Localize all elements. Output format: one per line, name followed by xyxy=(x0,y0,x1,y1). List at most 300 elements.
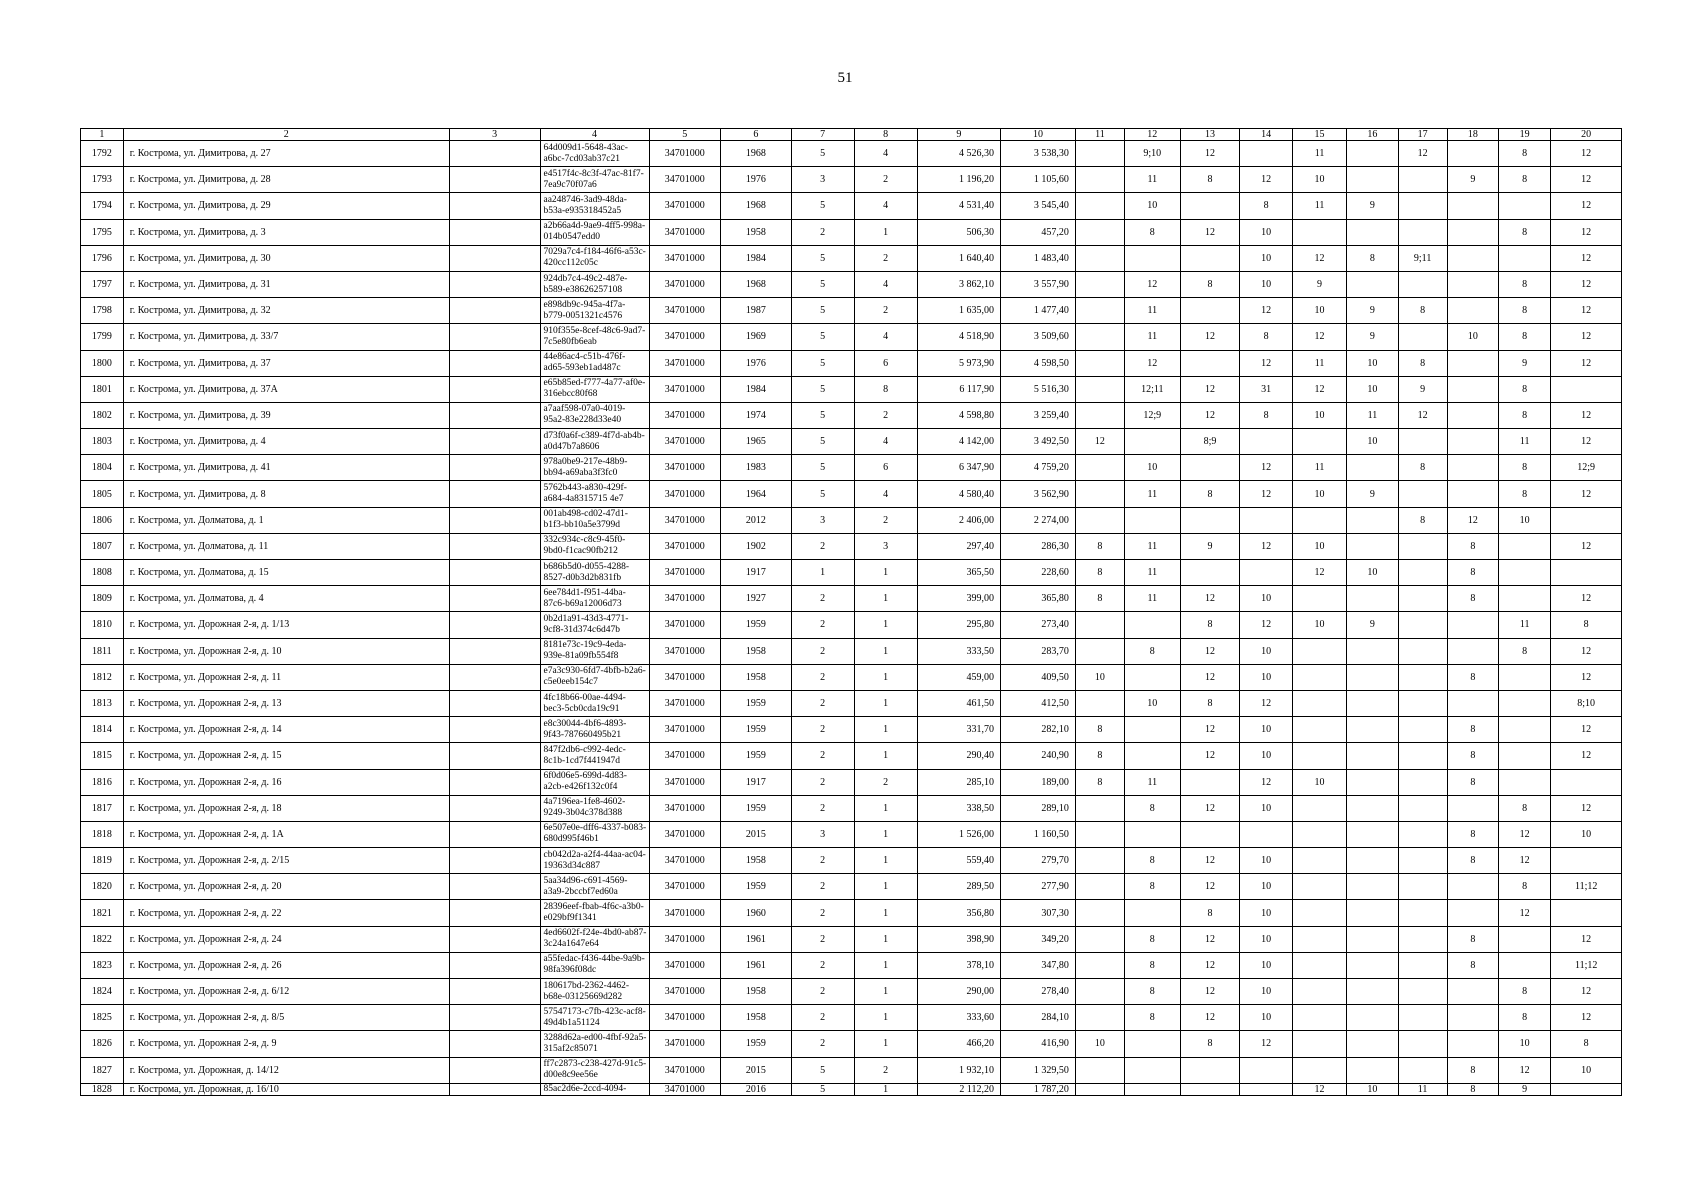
table-cell-col-10: 409,50 xyxy=(1001,664,1076,690)
table-cell-col-2: г. Кострома, ул. Дорожная 2-я, д. 26 xyxy=(123,952,449,978)
table-cell-col-14 xyxy=(1240,507,1292,533)
table-cell-col-11 xyxy=(1075,141,1124,167)
table-cell-col-12 xyxy=(1125,1057,1181,1083)
table-cell-col-9: 6 117,90 xyxy=(917,376,1000,402)
table-cell-col-13: 12 xyxy=(1180,638,1240,664)
table-cell-col-15 xyxy=(1292,979,1347,1005)
table-row xyxy=(81,429,1622,455)
table-cell-col-10: 347,80 xyxy=(1001,952,1076,978)
table-cell-col-17 xyxy=(1398,533,1447,559)
table-cell-col-19: 8 xyxy=(1498,795,1550,821)
table-cell-col-2: г. Кострома, ул. Дорожная 2-я, д. 16 xyxy=(123,769,449,795)
table-cell-col-8: 4 xyxy=(854,324,917,350)
table-cell-col-18 xyxy=(1447,638,1498,664)
table-cell-col-6: 1917 xyxy=(721,560,792,586)
table-cell-col-15: 10 xyxy=(1292,769,1347,795)
table-cell-col-13 xyxy=(1180,245,1240,271)
table-cell-col-17 xyxy=(1398,743,1447,769)
table-cell-col-11: 8 xyxy=(1075,743,1124,769)
table-cell-col-5: 34701000 xyxy=(649,245,721,271)
table-cell-col-13: 12 xyxy=(1180,848,1240,874)
table-cell-col-6: 1984 xyxy=(721,245,792,271)
table-cell-col-17 xyxy=(1398,1057,1447,1083)
table-cell-col-9: 289,50 xyxy=(917,874,1000,900)
table-cell-col-3 xyxy=(449,848,540,874)
table-cell-col-17: 12 xyxy=(1398,402,1447,428)
table-cell-col-4: 28396eef-fbab-4f6c-a3b0-e029bf9f1341 xyxy=(540,900,649,926)
table-cell-col-6: 1958 xyxy=(721,664,792,690)
table-cell-col-17 xyxy=(1398,271,1447,297)
table-cell-col-10: 289,10 xyxy=(1001,795,1076,821)
table-cell-col-1: 1799 xyxy=(81,324,124,350)
table-cell-col-9: 2 406,00 xyxy=(917,507,1000,533)
table-cell-col-18: 8 xyxy=(1447,717,1498,743)
table-cell-col-8: 1 xyxy=(854,690,917,716)
table-cell-col-12: 10 xyxy=(1125,455,1181,481)
table-cell-col-3 xyxy=(449,298,540,324)
table-cell-col-6: 1958 xyxy=(721,979,792,1005)
table-row xyxy=(81,402,1622,428)
table-cell-col-7: 2 xyxy=(791,900,854,926)
table-cell-col-12: 8 xyxy=(1125,219,1181,245)
table-cell-col-18: 8 xyxy=(1447,769,1498,795)
table-cell-col-10: 3 259,40 xyxy=(1001,402,1076,428)
table-cell-col-14: 10 xyxy=(1240,795,1292,821)
table-cell-col-18: 8 xyxy=(1447,1057,1498,1083)
table-cell-col-19: 8 xyxy=(1498,141,1550,167)
table-cell-col-17 xyxy=(1398,664,1447,690)
table-cell-col-9: 4 580,40 xyxy=(917,481,1000,507)
table-cell-col-18 xyxy=(1447,193,1498,219)
table-cell-col-4: a2b66a4d-9ae9-4ff5-998a-014b0547edd0 xyxy=(540,219,649,245)
table-cell-col-8: 1 xyxy=(854,979,917,1005)
table-cell-col-20: 10 xyxy=(1551,821,1622,847)
table-cell-col-14: 10 xyxy=(1240,271,1292,297)
table-cell-col-19: 12 xyxy=(1498,848,1550,874)
table-cell-col-14: 10 xyxy=(1240,900,1292,926)
table-cell-col-12: 11 xyxy=(1125,481,1181,507)
table-cell-col-10: 4 759,20 xyxy=(1001,455,1076,481)
table-cell-col-6: 1983 xyxy=(721,455,792,481)
table-cell-col-15 xyxy=(1292,717,1347,743)
table-cell-col-6: 2012 xyxy=(721,507,792,533)
table-cell-col-4: 001ab498-cd02-47d1-b1f3-bb10a5e3799d xyxy=(540,507,649,533)
table-cell-col-17 xyxy=(1398,979,1447,1005)
table-cell-col-17: 8 xyxy=(1398,350,1447,376)
table-cell-col-13 xyxy=(1180,455,1240,481)
table-cell-col-16 xyxy=(1347,1005,1398,1031)
table-cell-col-1: 1793 xyxy=(81,167,124,193)
table-cell-col-6: 1959 xyxy=(721,795,792,821)
table-cell-col-5: 34701000 xyxy=(649,690,721,716)
table-cell-col-7: 5 xyxy=(791,141,854,167)
table-row xyxy=(81,507,1622,533)
table-cell-col-13: 12 xyxy=(1180,664,1240,690)
table-cell-col-18 xyxy=(1447,481,1498,507)
table-cell-col-16: 10 xyxy=(1347,560,1398,586)
table-cell-col-2: г. Кострома, ул. Дорожная 2-я, д. 15 xyxy=(123,743,449,769)
table-cell-col-12 xyxy=(1125,612,1181,638)
table-cell-col-12: 11 xyxy=(1125,560,1181,586)
table-cell-col-11 xyxy=(1075,402,1124,428)
table-cell-col-3 xyxy=(449,1057,540,1083)
table-cell-col-18: 8 xyxy=(1447,952,1498,978)
table-cell-col-3 xyxy=(449,926,540,952)
table-cell-col-11 xyxy=(1075,455,1124,481)
table-cell-col-7: 2 xyxy=(791,1005,854,1031)
table-row xyxy=(81,795,1622,821)
table-cell-col-5: 34701000 xyxy=(649,1005,721,1031)
table-cell-col-8: 1 xyxy=(854,638,917,664)
table-cell-col-10: 1 105,60 xyxy=(1001,167,1076,193)
table-cell-col-5: 34701000 xyxy=(649,219,721,245)
table-cell-col-2: г. Кострома, ул. Димитрова, д. 37А xyxy=(123,376,449,402)
table-cell-col-10: 365,80 xyxy=(1001,586,1076,612)
table-cell-col-10: 286,30 xyxy=(1001,533,1076,559)
table-cell-col-1: 1810 xyxy=(81,612,124,638)
table-cell-col-5: 34701000 xyxy=(649,612,721,638)
table-cell-col-4: 910f355e-8cef-48c6-9ad7-7c5e80fb6eab xyxy=(540,324,649,350)
table-cell-col-13: 12 xyxy=(1180,586,1240,612)
table-cell-col-3 xyxy=(449,167,540,193)
table-cell-col-13 xyxy=(1180,1083,1240,1095)
table-cell-col-9: 378,10 xyxy=(917,952,1000,978)
table-cell-col-12 xyxy=(1125,900,1181,926)
table-cell-col-4: 180617bd-2362-4462-b68e-03125669d282 xyxy=(540,979,649,1005)
table-cell-col-15 xyxy=(1292,926,1347,952)
table-cell-col-1: 1798 xyxy=(81,298,124,324)
table-cell-col-6: 1974 xyxy=(721,402,792,428)
table-cell-col-11: 10 xyxy=(1075,1031,1124,1057)
table-cell-col-11 xyxy=(1075,245,1124,271)
table-cell-col-9: 4 518,90 xyxy=(917,324,1000,350)
table-cell-col-11: 8 xyxy=(1075,586,1124,612)
table-row xyxy=(81,1005,1622,1031)
table-cell-col-18: 8 xyxy=(1447,664,1498,690)
table-cell-col-12 xyxy=(1125,717,1181,743)
table-cell-col-11 xyxy=(1075,690,1124,716)
table-cell-col-12: 11 xyxy=(1125,533,1181,559)
table-row xyxy=(81,376,1622,402)
table-cell-col-6: 1960 xyxy=(721,900,792,926)
table-cell-col-12 xyxy=(1125,245,1181,271)
table-cell-col-2: г. Кострома, ул. Долматова, д. 11 xyxy=(123,533,449,559)
table-cell-col-20: 8 xyxy=(1551,612,1622,638)
table-cell-col-2: г. Кострома, ул. Димитрова, д. 8 xyxy=(123,481,449,507)
table-cell-col-15: 12 xyxy=(1292,560,1347,586)
table-cell-col-17 xyxy=(1398,167,1447,193)
table-cell-col-10: 457,20 xyxy=(1001,219,1076,245)
table-cell-col-12 xyxy=(1125,429,1181,455)
table-cell-col-9: 5 973,90 xyxy=(917,350,1000,376)
table-cell-col-3 xyxy=(449,743,540,769)
table-cell-col-14: 10 xyxy=(1240,1005,1292,1031)
table-cell-col-11 xyxy=(1075,350,1124,376)
table-cell-col-13 xyxy=(1180,298,1240,324)
table-cell-col-16: 9 xyxy=(1347,298,1398,324)
table-cell-col-3 xyxy=(449,324,540,350)
table-cell-col-14: 12 xyxy=(1240,298,1292,324)
table-cell-col-16: 9 xyxy=(1347,612,1398,638)
table-cell-col-4: a55fedac-f436-44be-9a9b-98fa396f08dc xyxy=(540,952,649,978)
table-cell-col-2: г. Кострома, ул. Димитрова, д. 28 xyxy=(123,167,449,193)
table-cell-col-13: 12 xyxy=(1180,743,1240,769)
table-cell-col-15: 10 xyxy=(1292,402,1347,428)
table-cell-col-4: d73f0a6f-c389-4f7d-ab4b-a0d47b7a8606 xyxy=(540,429,649,455)
table-cell-col-14 xyxy=(1240,1083,1292,1095)
table-cell-col-1: 1816 xyxy=(81,769,124,795)
table-cell-col-3 xyxy=(449,769,540,795)
table-cell-col-5: 34701000 xyxy=(649,952,721,978)
table-cell-col-16 xyxy=(1347,167,1398,193)
table-cell-col-19: 8 xyxy=(1498,638,1550,664)
table-cell-col-9: 461,50 xyxy=(917,690,1000,716)
table-cell-col-7: 2 xyxy=(791,1031,854,1057)
table-cell-col-2: г. Кострома, ул. Димитрова, д. 4 xyxy=(123,429,449,455)
table-cell-col-5: 34701000 xyxy=(649,376,721,402)
table-cell-col-11 xyxy=(1075,193,1124,219)
table-cell-col-16 xyxy=(1347,455,1398,481)
table-cell-col-16 xyxy=(1347,141,1398,167)
table-cell-col-16 xyxy=(1347,743,1398,769)
table-cell-col-13 xyxy=(1180,560,1240,586)
table-cell-col-7: 2 xyxy=(791,612,854,638)
table-cell-col-2: г. Кострома, ул. Дорожная, д. 14/12 xyxy=(123,1057,449,1083)
table-cell-col-6: 1959 xyxy=(721,743,792,769)
table-cell-col-12: 10 xyxy=(1125,193,1181,219)
table-cell-col-10: 282,10 xyxy=(1001,717,1076,743)
table-cell-col-15 xyxy=(1292,952,1347,978)
table-cell-col-18 xyxy=(1447,1005,1498,1031)
table-cell-col-13: 8 xyxy=(1180,167,1240,193)
table-cell-col-5: 34701000 xyxy=(649,402,721,428)
table-cell-col-10: 3 557,90 xyxy=(1001,271,1076,297)
table-cell-col-15: 12 xyxy=(1292,245,1347,271)
table-row xyxy=(81,664,1622,690)
table-cell-col-1: 1813 xyxy=(81,690,124,716)
table-cell-col-4: 978a0be9-217e-48b9-bb94-a69aba3f3fc0 xyxy=(540,455,649,481)
table-cell-col-4: 5aa34d96-c691-4569-a3a9-2bccbf7ed60a xyxy=(540,874,649,900)
table-cell-col-8: 1 xyxy=(854,795,917,821)
table-cell-col-16 xyxy=(1347,271,1398,297)
table-cell-col-14 xyxy=(1240,141,1292,167)
table-cell-col-12: 11 xyxy=(1125,167,1181,193)
table-cell-col-2: г. Кострома, ул. Долматова, д. 15 xyxy=(123,560,449,586)
table-cell-col-12 xyxy=(1125,1031,1181,1057)
table-cell-col-18: 8 xyxy=(1447,743,1498,769)
table-cell-col-15: 9 xyxy=(1292,271,1347,297)
table-cell-col-6: 2015 xyxy=(721,1057,792,1083)
table-cell-col-15: 10 xyxy=(1292,481,1347,507)
table-cell-col-7: 5 xyxy=(791,350,854,376)
table-cell-col-11 xyxy=(1075,612,1124,638)
table-cell-col-2: г. Кострома, ул. Дорожная 2-я, д. 9 xyxy=(123,1031,449,1057)
table-cell-col-7: 3 xyxy=(791,507,854,533)
table-cell-col-13: 12 xyxy=(1180,874,1240,900)
table-cell-col-2: г. Кострома, ул. Димитрова, д. 39 xyxy=(123,402,449,428)
column-number-20: 20 xyxy=(1551,129,1622,141)
table-cell-col-13: 8;9 xyxy=(1180,429,1240,455)
table-cell-col-20 xyxy=(1551,376,1622,402)
table-cell-col-7: 5 xyxy=(791,1057,854,1083)
table-cell-col-13: 12 xyxy=(1180,141,1240,167)
table-cell-col-4: ff7c2873-c238-427d-91c5-d00e8c9ee56e xyxy=(540,1057,649,1083)
table-row xyxy=(81,874,1622,900)
table-cell-col-14: 10 xyxy=(1240,979,1292,1005)
table-cell-col-20: 12 xyxy=(1551,717,1622,743)
table-cell-col-5: 34701000 xyxy=(649,533,721,559)
table-cell-col-1: 1800 xyxy=(81,350,124,376)
table-cell-col-18 xyxy=(1447,979,1498,1005)
table-cell-col-19: 10 xyxy=(1498,1031,1550,1057)
table-cell-col-3 xyxy=(449,795,540,821)
table-cell-col-11 xyxy=(1075,848,1124,874)
table-cell-col-3 xyxy=(449,1005,540,1031)
table-cell-col-20: 12 xyxy=(1551,219,1622,245)
table-cell-col-19: 8 xyxy=(1498,874,1550,900)
table-cell-col-5: 34701000 xyxy=(649,1057,721,1083)
table-cell-col-9: 506,30 xyxy=(917,219,1000,245)
table-cell-col-6: 1961 xyxy=(721,952,792,978)
table-cell-col-11 xyxy=(1075,1005,1124,1031)
table-cell-col-19 xyxy=(1498,690,1550,716)
table-cell-col-2: г. Кострома, ул. Димитрова, д. 31 xyxy=(123,271,449,297)
table-cell-col-17 xyxy=(1398,586,1447,612)
table-cell-col-14 xyxy=(1240,560,1292,586)
table-cell-col-4: 5762b443-a830-429f-a684-4a8315715 4e7 xyxy=(540,481,649,507)
table-cell-col-11 xyxy=(1075,219,1124,245)
table-cell-col-2: г. Кострома, ул. Димитрова, д. 29 xyxy=(123,193,449,219)
table-cell-col-3 xyxy=(449,690,540,716)
table-cell-col-12: 10 xyxy=(1125,690,1181,716)
table-cell-col-5: 34701000 xyxy=(649,271,721,297)
table-cell-col-9: 1 196,20 xyxy=(917,167,1000,193)
table-cell-col-17: 11 xyxy=(1398,1083,1447,1095)
table-cell-col-8: 1 xyxy=(854,900,917,926)
table-cell-col-20: 12 xyxy=(1551,743,1622,769)
table-cell-col-12: 12 xyxy=(1125,271,1181,297)
table-cell-col-6: 1976 xyxy=(721,167,792,193)
table-cell-col-5: 34701000 xyxy=(649,848,721,874)
table-cell-col-1: 1814 xyxy=(81,717,124,743)
table-cell-col-6: 1927 xyxy=(721,586,792,612)
table-row xyxy=(81,612,1622,638)
table-cell-col-8: 8 xyxy=(854,376,917,402)
table-cell-col-10: 3 538,30 xyxy=(1001,141,1076,167)
table-cell-col-3 xyxy=(449,612,540,638)
table-cell-col-7: 5 xyxy=(791,376,854,402)
table-cell-col-18 xyxy=(1447,219,1498,245)
table-cell-col-3 xyxy=(449,952,540,978)
table-cell-col-11 xyxy=(1075,1083,1124,1095)
table-cell-col-3 xyxy=(449,402,540,428)
table-cell-col-16 xyxy=(1347,1031,1398,1057)
table-cell-col-1: 1804 xyxy=(81,455,124,481)
table-cell-col-5: 34701000 xyxy=(649,560,721,586)
table-cell-col-15: 12 xyxy=(1292,1083,1347,1095)
table-cell-col-15 xyxy=(1292,1057,1347,1083)
table-cell-col-8: 1 xyxy=(854,1005,917,1031)
table-cell-col-17 xyxy=(1398,1005,1447,1031)
table-cell-col-18 xyxy=(1447,429,1498,455)
table-cell-col-7: 5 xyxy=(791,245,854,271)
table-cell-col-8: 2 xyxy=(854,298,917,324)
table-cell-col-18: 8 xyxy=(1447,926,1498,952)
table-cell-col-9: 338,50 xyxy=(917,795,1000,821)
table-cell-col-12: 8 xyxy=(1125,795,1181,821)
table-cell-col-14: 12 xyxy=(1240,612,1292,638)
table-cell-col-7: 1 xyxy=(791,560,854,586)
table-cell-col-17 xyxy=(1398,690,1447,716)
table-cell-col-11: 12 xyxy=(1075,429,1124,455)
table-cell-col-20: 11;12 xyxy=(1551,952,1622,978)
table-cell-col-8: 4 xyxy=(854,271,917,297)
table-cell-col-16 xyxy=(1347,979,1398,1005)
table-cell-col-4: cb042d2a-a2f4-44aa-ac04-19363d34c887 xyxy=(540,848,649,874)
table-cell-col-3 xyxy=(449,245,540,271)
table-cell-col-20 xyxy=(1551,900,1622,926)
table-cell-col-19: 8 xyxy=(1498,402,1550,428)
table-cell-col-19: 8 xyxy=(1498,167,1550,193)
table-cell-col-20: 8 xyxy=(1551,1031,1622,1057)
table-cell-col-6: 1959 xyxy=(721,717,792,743)
column-number-header xyxy=(81,129,1622,141)
table-cell-col-2: г. Кострома, ул. Дорожная 2-я, д. 14 xyxy=(123,717,449,743)
table-cell-col-14: 8 xyxy=(1240,193,1292,219)
table-cell-col-10: 189,00 xyxy=(1001,769,1076,795)
table-cell-col-20 xyxy=(1551,560,1622,586)
table-cell-col-16 xyxy=(1347,952,1398,978)
table-cell-col-2: г. Кострома, ул. Димитрова, д. 3 xyxy=(123,219,449,245)
table-cell-col-12: 8 xyxy=(1125,874,1181,900)
table-cell-col-12: 11 xyxy=(1125,324,1181,350)
table-cell-col-9: 333,60 xyxy=(917,1005,1000,1031)
table-cell-col-7: 5 xyxy=(791,271,854,297)
table-cell-col-6: 1958 xyxy=(721,638,792,664)
table-cell-col-20: 8;10 xyxy=(1551,690,1622,716)
table-cell-col-17 xyxy=(1398,769,1447,795)
table-cell-col-9: 559,40 xyxy=(917,848,1000,874)
table-cell-col-14: 12 xyxy=(1240,533,1292,559)
table-cell-col-19: 10 xyxy=(1498,507,1550,533)
table-row xyxy=(81,769,1622,795)
table-cell-col-13 xyxy=(1180,507,1240,533)
table-cell-col-10: 416,90 xyxy=(1001,1031,1076,1057)
table-cell-col-9: 1 635,00 xyxy=(917,298,1000,324)
table-cell-col-8: 1 xyxy=(854,612,917,638)
table-cell-col-14: 10 xyxy=(1240,717,1292,743)
table-cell-col-6: 1968 xyxy=(721,193,792,219)
table-cell-col-20 xyxy=(1551,1083,1622,1095)
table-cell-col-17 xyxy=(1398,795,1447,821)
table-cell-col-16 xyxy=(1347,664,1398,690)
table-cell-col-3 xyxy=(449,1031,540,1057)
table-cell-col-14: 12 xyxy=(1240,167,1292,193)
table-cell-col-10: 278,40 xyxy=(1001,979,1076,1005)
table-cell-col-19: 12 xyxy=(1498,900,1550,926)
table-row xyxy=(81,952,1622,978)
table-cell-col-2: г. Кострома, ул. Димитрова, д. 27 xyxy=(123,141,449,167)
table-cell-col-9: 466,20 xyxy=(917,1031,1000,1057)
table-cell-col-1: 1817 xyxy=(81,795,124,821)
table-cell-col-1: 1826 xyxy=(81,1031,124,1057)
table-cell-col-18 xyxy=(1447,612,1498,638)
table-cell-col-18: 10 xyxy=(1447,324,1498,350)
table-cell-col-20: 12 xyxy=(1551,586,1622,612)
table-cell-col-18 xyxy=(1447,141,1498,167)
table-cell-col-15 xyxy=(1292,874,1347,900)
column-number-6: 6 xyxy=(721,129,792,141)
